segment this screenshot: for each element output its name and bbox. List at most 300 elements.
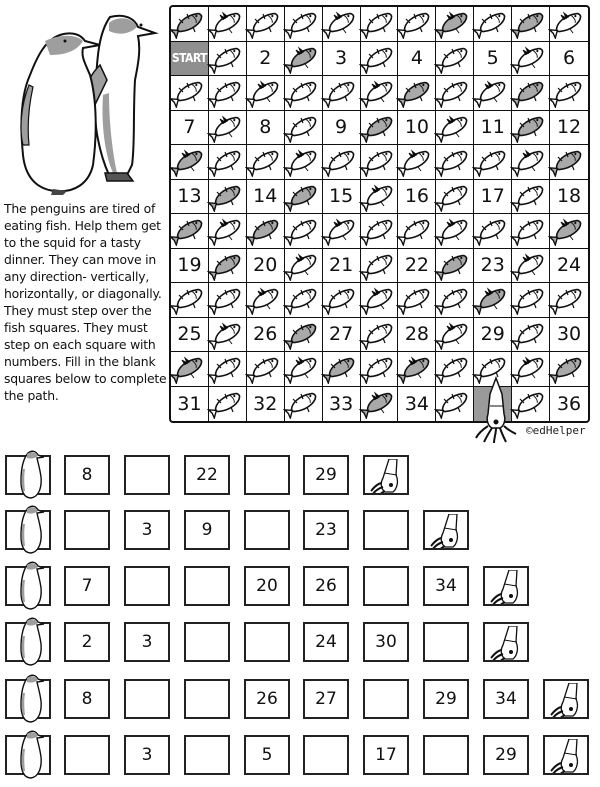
blank-answer-box[interactable] xyxy=(244,622,290,662)
fish-cell xyxy=(474,283,512,318)
cell-number: 7 xyxy=(183,116,196,139)
fish-icon xyxy=(321,214,361,246)
answer-row xyxy=(0,566,600,606)
cell-number: 14 xyxy=(253,185,278,208)
fish-icon xyxy=(434,249,474,281)
number-cell xyxy=(550,42,588,77)
number-cell xyxy=(550,249,588,284)
fish-cell xyxy=(361,387,399,422)
fish-icon xyxy=(169,76,209,108)
blank-answer-box[interactable] xyxy=(64,735,110,775)
number-cell xyxy=(247,318,285,353)
fish-cell xyxy=(209,180,247,215)
number-cell xyxy=(550,387,588,422)
number-cell xyxy=(247,249,285,284)
fish-icon xyxy=(283,42,323,74)
fish-icon xyxy=(434,318,474,350)
fish-cell xyxy=(285,7,323,42)
given-number-box xyxy=(244,566,290,606)
fish-cell xyxy=(171,145,209,180)
fish-icon xyxy=(434,283,474,315)
blank-answer-box[interactable] xyxy=(363,566,409,606)
number-cell xyxy=(398,249,436,284)
fish-cell xyxy=(550,352,588,387)
fish-icon xyxy=(245,145,285,177)
fish-icon xyxy=(472,145,512,177)
given-number-box xyxy=(303,679,349,719)
fish-icon xyxy=(434,352,474,384)
squid-icon xyxy=(549,739,589,775)
fish-icon xyxy=(359,42,399,74)
cell-number: 22 xyxy=(404,254,429,277)
squid-end-box xyxy=(543,679,589,719)
cell-number: 33 xyxy=(328,392,354,415)
fish-cell xyxy=(171,214,209,249)
fish-cell xyxy=(436,7,474,42)
fish-cell xyxy=(285,387,323,422)
given-number-box xyxy=(303,566,349,606)
fish-cell xyxy=(436,214,474,249)
box-number: 29 xyxy=(315,465,337,485)
fish-icon xyxy=(359,76,399,108)
fish-icon xyxy=(396,352,436,384)
fish-cell xyxy=(436,111,474,146)
fish-cell xyxy=(323,145,361,180)
given-number-box xyxy=(124,735,170,775)
fish-icon xyxy=(359,352,399,384)
fish-cell xyxy=(512,145,550,180)
given-number-box xyxy=(244,735,290,775)
fish-icon xyxy=(359,214,399,246)
penguin-icon xyxy=(18,729,44,779)
fish-icon xyxy=(472,214,512,246)
fish-icon xyxy=(548,214,588,246)
fish-icon xyxy=(245,214,285,246)
fish-icon xyxy=(283,76,323,108)
fish-cell xyxy=(512,318,550,353)
box-number: 26 xyxy=(256,689,278,709)
fish-icon xyxy=(245,76,285,108)
fish-cell xyxy=(436,283,474,318)
fish-icon xyxy=(283,352,323,384)
given-number-box xyxy=(423,679,469,719)
cell-number: 29 xyxy=(480,323,505,346)
cell-number: 28 xyxy=(404,323,429,346)
box-number: 3 xyxy=(141,745,153,765)
fish-cell xyxy=(361,180,399,215)
number-cell xyxy=(398,318,436,353)
number-cell xyxy=(247,387,285,422)
blank-answer-box[interactable] xyxy=(184,735,230,775)
number-cell xyxy=(323,42,361,77)
blank-answer-box[interactable] xyxy=(124,566,170,606)
fish-cell xyxy=(361,214,399,249)
fish-icon xyxy=(283,214,323,246)
blank-answer-box[interactable] xyxy=(124,679,170,719)
fish-icon xyxy=(207,111,247,143)
cell-number: 4 xyxy=(410,47,423,70)
fish-cell xyxy=(361,283,399,318)
cell-number: 11 xyxy=(480,116,505,139)
box-number: 7 xyxy=(81,576,93,596)
squid-icon xyxy=(549,683,589,719)
blank-answer-box[interactable] xyxy=(363,679,409,719)
penguin-icon xyxy=(18,560,44,610)
answer-row xyxy=(0,679,600,719)
given-number-box xyxy=(303,622,349,662)
fish-icon xyxy=(359,111,399,143)
cell-number: 10 xyxy=(404,116,429,139)
cell-number: 5 xyxy=(486,47,499,70)
fish-cell xyxy=(361,111,399,146)
fish-cell xyxy=(209,76,247,111)
fish-cell xyxy=(474,7,512,42)
given-number-box xyxy=(303,510,349,550)
fish-cell xyxy=(398,145,436,180)
cell-number: 17 xyxy=(480,185,505,208)
penguin-start-box xyxy=(5,510,51,550)
fish-cell xyxy=(474,145,512,180)
cell-number: 23 xyxy=(480,254,505,277)
given-number-box xyxy=(64,679,110,719)
fish-cell xyxy=(323,7,361,42)
fish-cell xyxy=(323,214,361,249)
fish-cell xyxy=(209,7,247,42)
squid-end-box xyxy=(423,510,469,550)
penguins-illustration xyxy=(5,5,160,195)
fish-icon xyxy=(321,145,361,177)
number-cell xyxy=(398,111,436,146)
blank-answer-box[interactable] xyxy=(303,735,349,775)
fish-icon xyxy=(472,76,512,108)
number-cell xyxy=(247,180,285,215)
fish-icon xyxy=(472,283,512,315)
blank-answer-box[interactable] xyxy=(64,510,110,550)
blank-answer-box[interactable] xyxy=(363,510,409,550)
number-cell xyxy=(171,249,209,284)
number-cell xyxy=(550,180,588,215)
squid-icon xyxy=(489,570,529,606)
cell-number: 20 xyxy=(253,254,278,277)
fish-cell xyxy=(436,76,474,111)
fish-cell xyxy=(171,283,209,318)
fish-icon xyxy=(359,180,399,212)
number-cell xyxy=(247,111,285,146)
fish-cell xyxy=(550,214,588,249)
fish-cell xyxy=(247,76,285,111)
start-cell xyxy=(171,42,209,77)
cell-number: 3 xyxy=(335,47,348,70)
fish-icon xyxy=(283,180,323,212)
fish-cell xyxy=(398,7,436,42)
fish-cell xyxy=(209,249,247,284)
cell-number: 21 xyxy=(328,254,354,277)
fish-cell xyxy=(209,214,247,249)
fish-cell xyxy=(209,42,247,77)
fish-cell xyxy=(209,352,247,387)
fish-cell xyxy=(398,76,436,111)
fish-icon xyxy=(283,318,323,350)
fish-cell xyxy=(209,387,247,422)
fish-icon xyxy=(510,145,550,177)
penguin-start-box xyxy=(5,735,51,775)
fish-cell xyxy=(361,352,399,387)
box-number: 17 xyxy=(375,745,397,765)
fish-cell xyxy=(398,283,436,318)
fish-icon xyxy=(169,283,209,315)
given-number-box xyxy=(64,455,110,495)
cell-number: 8 xyxy=(259,116,272,139)
copyright-text: ©edHelper xyxy=(526,424,586,437)
fish-cell xyxy=(285,318,323,353)
cell-number: 31 xyxy=(177,392,202,415)
box-number: 29 xyxy=(495,745,517,765)
answer-row xyxy=(0,455,600,495)
penguin-icon xyxy=(18,673,44,723)
fish-cell xyxy=(171,352,209,387)
number-cell xyxy=(323,387,361,422)
fish-icon xyxy=(510,76,550,108)
fish-icon xyxy=(283,145,323,177)
box-number: 5 xyxy=(261,745,273,765)
fish-cell xyxy=(436,180,474,215)
fish-cell xyxy=(512,42,550,77)
fish-cell xyxy=(209,318,247,353)
penguin-icon xyxy=(18,616,44,666)
fish-cell xyxy=(285,214,323,249)
fish-icon xyxy=(396,7,436,39)
box-number: 23 xyxy=(315,520,337,540)
fish-icon xyxy=(321,7,361,39)
fish-icon xyxy=(548,283,588,315)
squid-end-box xyxy=(363,455,409,495)
fish-cell xyxy=(247,352,285,387)
fish-cell xyxy=(171,76,209,111)
fish-cell xyxy=(323,76,361,111)
fish-cell xyxy=(361,318,399,353)
number-cell xyxy=(247,42,285,77)
box-number: 29 xyxy=(435,689,457,709)
number-cell xyxy=(398,387,436,422)
cell-number: 16 xyxy=(404,185,429,208)
box-number: 9 xyxy=(201,520,213,540)
box-number: 8 xyxy=(81,465,93,485)
fish-cell xyxy=(361,76,399,111)
number-cell xyxy=(474,249,512,284)
number-cell xyxy=(398,42,436,77)
number-cell xyxy=(171,318,209,353)
squid-end-box xyxy=(483,566,529,606)
squid-icon xyxy=(429,514,469,550)
cell-number: 15 xyxy=(328,185,354,208)
fish-cell xyxy=(436,387,474,422)
number-cell xyxy=(323,318,361,353)
fish-icon xyxy=(207,76,247,108)
blank-answer-box[interactable] xyxy=(244,455,290,495)
fish-icon xyxy=(359,318,399,350)
given-number-box xyxy=(423,566,469,606)
fish-cell xyxy=(209,111,247,146)
cell-number: 25 xyxy=(177,323,202,346)
given-number-box xyxy=(483,735,529,775)
fish-icon xyxy=(207,283,247,315)
box-number: 34 xyxy=(495,689,517,709)
given-number-box xyxy=(64,622,110,662)
fish-cell xyxy=(550,145,588,180)
given-number-box xyxy=(483,679,529,719)
fish-cell xyxy=(323,352,361,387)
fish-icon xyxy=(510,42,550,74)
fish-icon xyxy=(283,283,323,315)
fish-icon xyxy=(434,111,474,143)
fish-icon xyxy=(245,7,285,39)
fish-icon xyxy=(434,180,474,212)
given-number-box xyxy=(363,622,409,662)
fish-cell xyxy=(247,283,285,318)
fish-icon xyxy=(321,283,361,315)
fish-icon xyxy=(321,76,361,108)
squid-icon xyxy=(369,459,409,495)
fish-icon xyxy=(548,7,588,39)
box-number: 24 xyxy=(315,632,337,652)
fish-icon xyxy=(283,111,323,143)
fish-cell xyxy=(398,352,436,387)
number-cell xyxy=(550,318,588,353)
fish-cell xyxy=(436,42,474,77)
maze-grid xyxy=(169,5,590,423)
blank-answer-box[interactable] xyxy=(124,455,170,495)
cell-number: 13 xyxy=(177,185,202,208)
fish-icon xyxy=(169,7,209,39)
number-cell xyxy=(550,111,588,146)
fish-cell xyxy=(285,249,323,284)
cell-number: 19 xyxy=(177,254,202,277)
cell-number: 18 xyxy=(556,185,582,208)
fish-cell xyxy=(285,145,323,180)
number-cell xyxy=(171,387,209,422)
fish-cell xyxy=(512,76,550,111)
given-number-box xyxy=(184,510,230,550)
cell-number: 9 xyxy=(335,116,348,139)
box-number: 20 xyxy=(256,576,278,596)
fish-cell xyxy=(474,214,512,249)
penguin-icon xyxy=(18,449,44,499)
blank-answer-box[interactable] xyxy=(423,735,469,775)
fish-cell xyxy=(361,249,399,284)
cell-number: 26 xyxy=(253,323,278,346)
fish-cell xyxy=(436,318,474,353)
given-number-box xyxy=(363,735,409,775)
cell-number: 36 xyxy=(556,392,582,415)
squid-icon xyxy=(472,376,520,444)
fish-cell xyxy=(209,145,247,180)
box-number: 8 xyxy=(81,689,93,709)
cell-number: 6 xyxy=(562,47,576,70)
fish-cell xyxy=(512,249,550,284)
squid-end-box xyxy=(543,735,589,775)
fish-cell xyxy=(361,7,399,42)
fish-icon xyxy=(472,7,512,39)
fish-icon xyxy=(207,7,247,39)
fish-icon xyxy=(510,283,550,315)
fish-icon xyxy=(548,76,588,108)
fish-cell xyxy=(512,180,550,215)
blank-answer-box[interactable] xyxy=(244,510,290,550)
fish-icon xyxy=(548,145,588,177)
fish-cell xyxy=(436,249,474,284)
fish-icon xyxy=(207,318,247,350)
fish-icon xyxy=(207,249,247,281)
fish-icon xyxy=(321,352,361,384)
fish-icon xyxy=(548,352,588,384)
fish-cell xyxy=(512,283,550,318)
fish-cell xyxy=(285,111,323,146)
fish-icon xyxy=(207,387,247,419)
cell-number: 30 xyxy=(556,323,582,346)
fish-cell xyxy=(512,111,550,146)
fish-icon xyxy=(283,7,323,39)
fish-icon xyxy=(510,111,550,143)
box-number: 27 xyxy=(315,689,337,709)
fish-cell xyxy=(171,7,209,42)
fish-cell xyxy=(285,352,323,387)
blank-answer-box[interactable] xyxy=(423,622,469,662)
fish-cell xyxy=(398,214,436,249)
fish-cell xyxy=(550,76,588,111)
fish-cell xyxy=(436,352,474,387)
fish-icon xyxy=(207,214,247,246)
fish-icon xyxy=(434,76,474,108)
instructions-text: The penguins are tired of eating fish. Help them get to the squid for a tasty dinner. They can move in any direction- vertically, horizontally, or diagonally. They must step over the fish squares. They must step on each square with numbers. Fill in the blank squares below to complete the path. xyxy=(4,201,167,403)
blank-answer-box[interactable] xyxy=(184,622,230,662)
number-cell xyxy=(398,180,436,215)
number-cell xyxy=(171,180,209,215)
blank-answer-box[interactable] xyxy=(184,679,230,719)
fish-icon xyxy=(396,145,436,177)
fish-icon xyxy=(359,283,399,315)
given-number-box xyxy=(244,679,290,719)
penguin-start-box xyxy=(5,679,51,719)
fish-cell xyxy=(512,7,550,42)
box-number: 3 xyxy=(141,520,153,540)
blank-answer-box[interactable] xyxy=(184,566,230,606)
box-number: 3 xyxy=(141,632,153,652)
fish-cell xyxy=(285,42,323,77)
number-cell xyxy=(474,111,512,146)
fish-icon xyxy=(434,214,474,246)
fish-cell xyxy=(436,145,474,180)
fish-cell xyxy=(512,214,550,249)
fish-icon xyxy=(510,180,550,212)
fish-icon xyxy=(510,214,550,246)
fish-icon xyxy=(169,352,209,384)
box-number: 22 xyxy=(196,465,218,485)
fish-icon xyxy=(396,76,436,108)
fish-icon xyxy=(207,145,247,177)
fish-cell xyxy=(550,7,588,42)
cell-number: 24 xyxy=(556,254,582,277)
fish-icon xyxy=(207,42,247,74)
fish-icon xyxy=(510,7,550,39)
number-cell xyxy=(474,42,512,77)
fish-icon xyxy=(510,249,550,281)
fish-cell xyxy=(361,145,399,180)
fish-icon xyxy=(207,352,247,384)
given-number-box xyxy=(184,455,230,495)
answer-row xyxy=(0,735,600,775)
squid-end-box xyxy=(483,622,529,662)
fish-icon xyxy=(434,42,474,74)
